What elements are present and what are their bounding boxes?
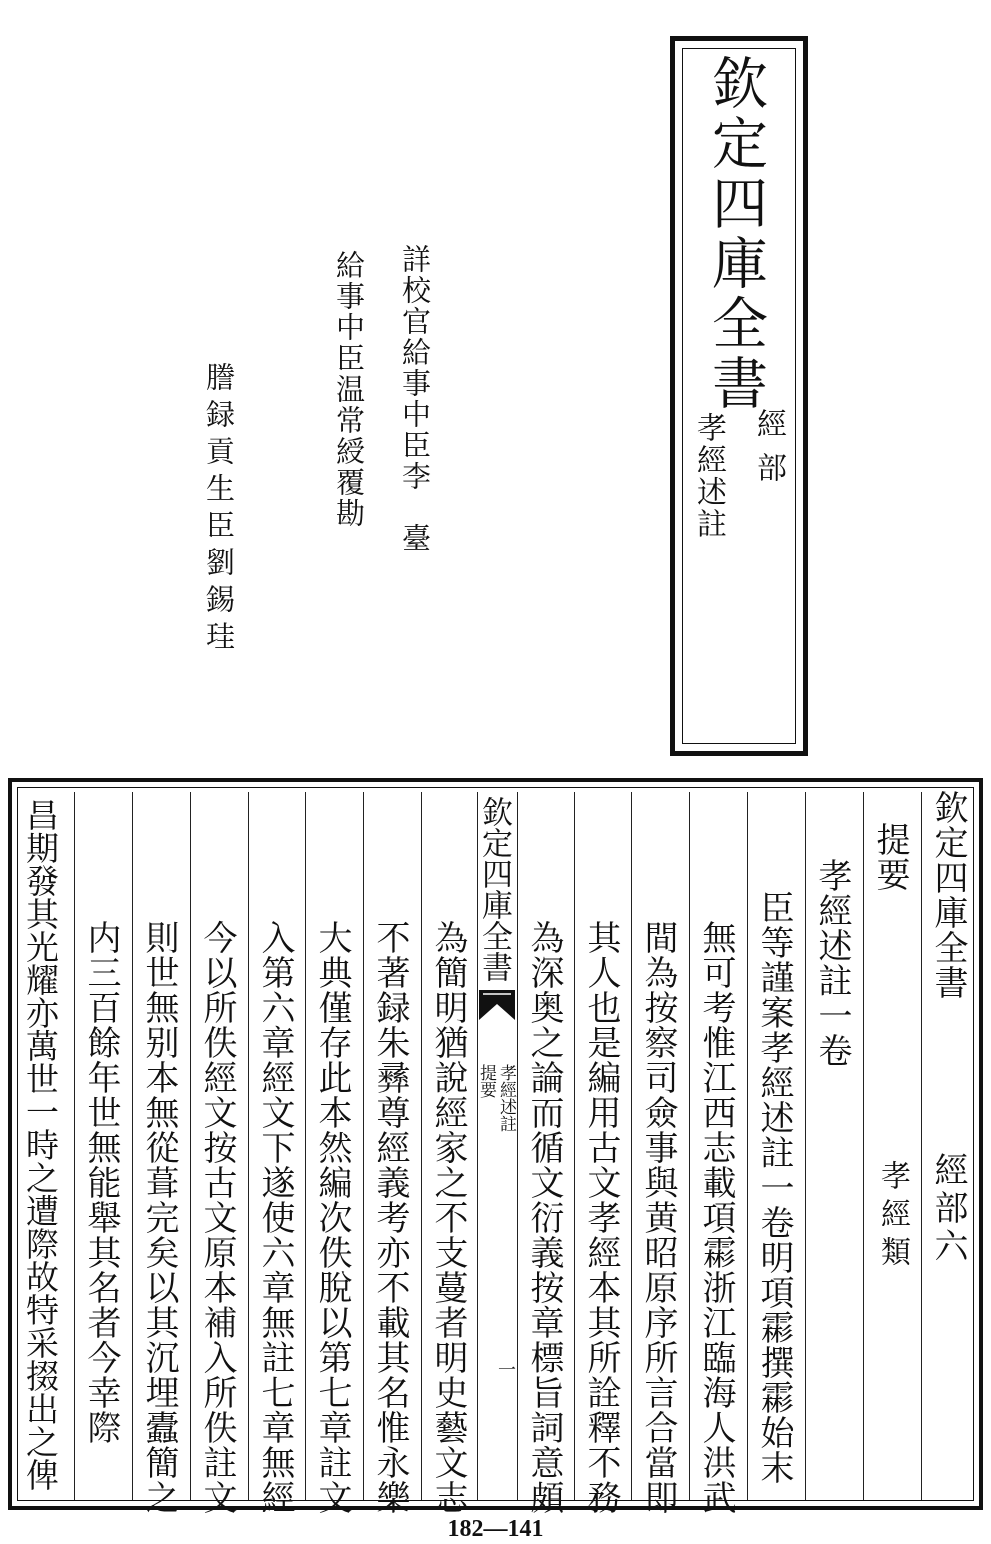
text-column: 則世無别本無從葺完矣以其沉埋蠹簡之: [139, 920, 179, 1515]
text-column: 臣等謹案孝經述註一卷明項霦撰霦始末: [754, 890, 794, 1485]
banxin-book: 孝經述註: [496, 1064, 516, 1132]
text-column: 入第六章經文下遂使六章無註七章無經: [255, 920, 295, 1515]
column-rule: [747, 792, 748, 1500]
header-category: 經部六: [928, 1152, 968, 1266]
book-title: 孝經述註一卷: [812, 858, 852, 1068]
page-number: 182—141: [447, 1516, 544, 1542]
column-rule: [805, 792, 806, 1500]
text-column: 無可考惟江西志載項霦浙江臨海人洪武: [696, 920, 736, 1515]
credit-reviewer: 給事中臣温常綬覆勘: [332, 250, 366, 529]
text-column: 不著録朱彞尊經義考亦不載其名惟永樂: [370, 920, 410, 1515]
text-column: 其人也是編用古文孝經本其所詮釋不務: [581, 920, 621, 1515]
main-title: 欽定四庫全書: [703, 54, 768, 414]
text-column: 内三百餘年世無能舉其名者今幸際: [81, 920, 121, 1445]
text-column: 大典僅存此本然編次佚脫以第七章註文: [312, 920, 352, 1515]
column-rule: [248, 792, 249, 1500]
banxin-section: 提要: [476, 1064, 496, 1098]
text-column: 今以所佚經文按古文原本補入所佚註文: [197, 920, 237, 1515]
column-rule: [305, 792, 306, 1500]
tiyao-label: 提要: [870, 822, 910, 892]
text-column: 昌期發其光耀亦萬世一時之遭際故特采掇出之俾: [21, 798, 60, 1491]
column-rule: [863, 792, 864, 1500]
section-label: 經部: [751, 408, 786, 496]
column-rule: [631, 792, 632, 1500]
text-column: 間為按察司僉事與黄昭原序所言合當即: [638, 920, 678, 1515]
credit-copyist: 謄録貢生臣劉錫珪: [202, 362, 236, 658]
book-label: 孝經述註: [691, 412, 726, 540]
column-rule: [74, 792, 75, 1500]
column-rule: [689, 792, 690, 1500]
class-label: 孝經類: [875, 1160, 910, 1274]
banxin-title: 欽定四庫全書: [476, 796, 512, 982]
text-column: 為簡明猶說經家之不支蔓者明史藝文志: [428, 920, 468, 1515]
banxin-page: 一: [495, 1360, 516, 1378]
header-title: 欽定四庫全書: [928, 790, 968, 1000]
column-rule: [921, 792, 922, 1500]
column-rule: [363, 792, 364, 1500]
column-rule: [190, 792, 191, 1500]
text-column: 為深奥之論而循文衍義按章標旨詞意頗: [524, 920, 564, 1515]
fishtail-mark: [479, 990, 515, 1020]
column-rule: [574, 792, 575, 1500]
column-rule: [517, 792, 518, 1500]
column-rule: [132, 792, 133, 1500]
credit-proofreader: 詳校官給事中臣李 臺: [398, 244, 432, 554]
column-rule: [421, 792, 422, 1500]
